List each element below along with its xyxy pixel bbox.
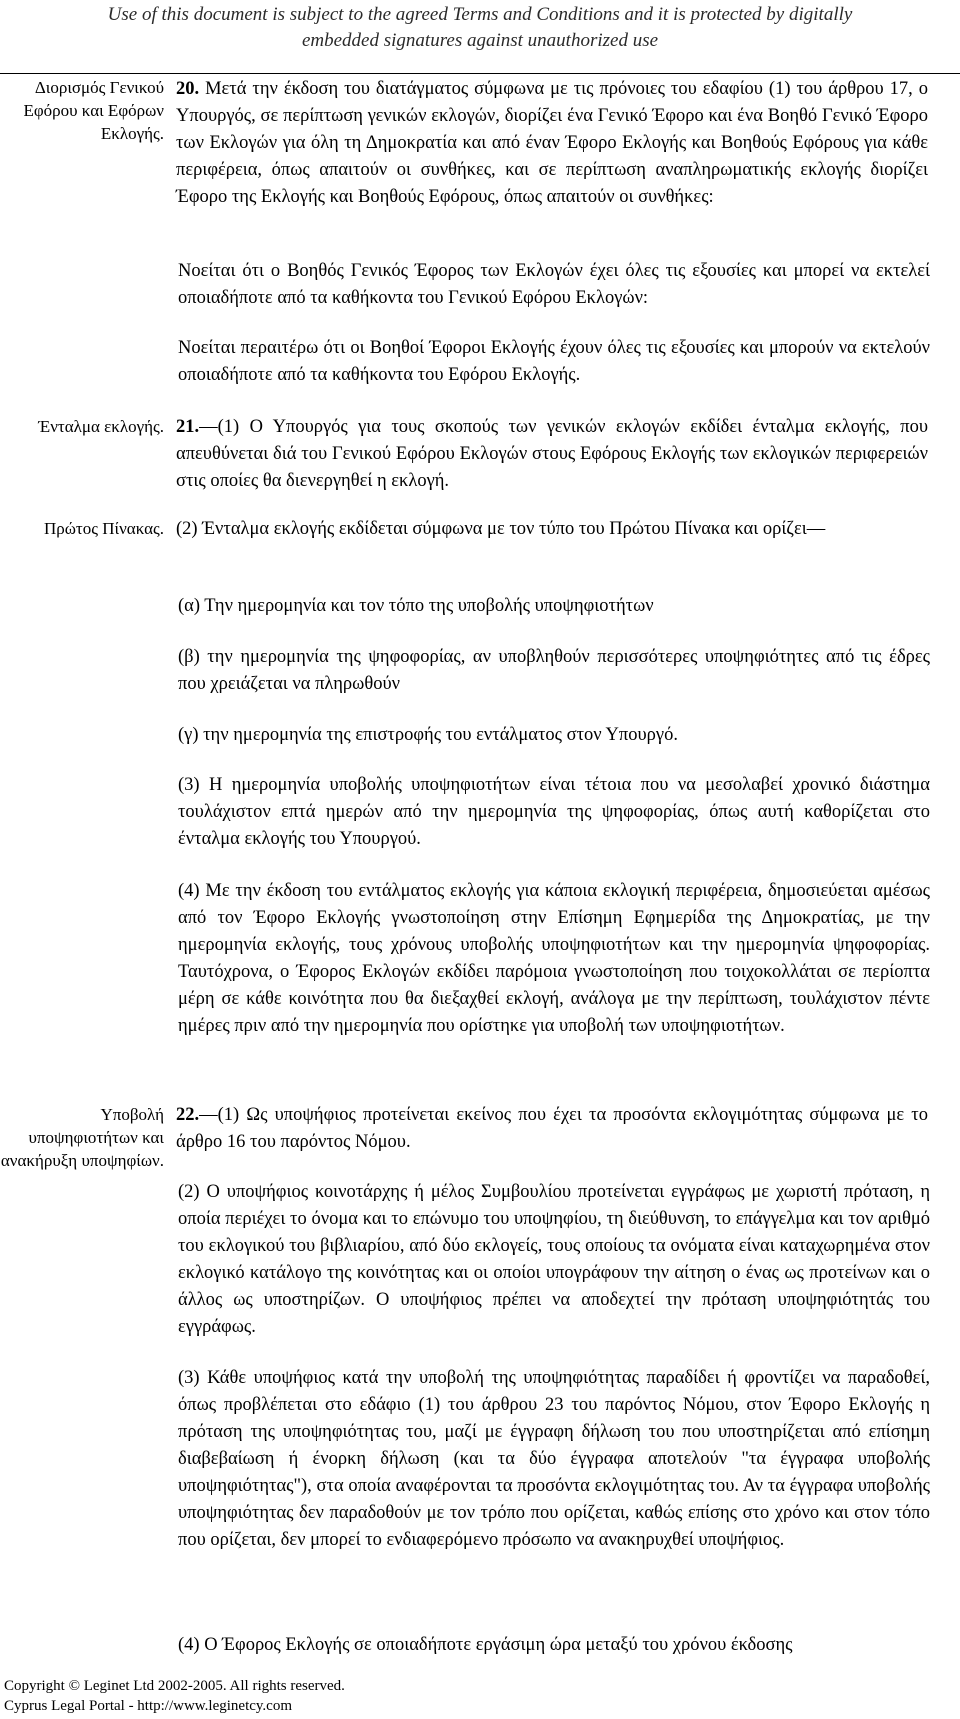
section-20-text	[176, 76, 928, 211]
protection-notice-line2: embedded signatures against unauthorized use	[301, 30, 659, 51]
section-21-number: 21.	[176, 417, 200, 437]
section-22-number: 22.	[176, 1105, 200, 1125]
margin-note-appointment: Διορισμός Γενικού Εφόρου και Εφόρων Εκλογής.	[23, 78, 164, 143]
section-21-subsection-1-text: —(1) Ο Υπουργός για τους σκοπούς των γενικών εκλογών εκδίδει ένταλμα εκλογής, που απευθύνεται διά του Γενικού Εφόρου Εκλογών στους Εφόρους Εκλογής των εκλογικών περιφερειών στις οποίες θα διενεργηθεί η εκλογή.	[176, 417, 928, 491]
copyright-line: Copyright © Leginet Ltd 2002-2005. All rights reserved.	[4, 1678, 345, 1694]
section-20-number: 20.	[176, 79, 200, 99]
section-22-subsection-1	[176, 1102, 928, 1156]
section-20-proviso-1: Νοείται ότι ο Βοηθός Γενικός Έφορος των Εκλογών έχει όλες τις εξουσίες και μπορεί να εκτελεί οποιαδήποτε από τα καθήκοντα του Γενικού Εφόρου Εκλογών:	[178, 261, 930, 308]
section-21-item-a: (α) Την ημερομηνία και τον τόπο της υποβολής υποψηφιοτήτων	[178, 596, 654, 616]
section-21-subsection-4: (4) Με την έκδοση του εντάλματος εκλογής για κάποια εκλογική περιφέρεια, δημοσιεύεται αμέσως από τον Έφορο Εκλογής γνωστοποίηση στην Επίσημη Εφημερίδα της Δημοκρατίας, με την ημερομηνία εκλογής, τους χρόνους υποβολής υποψηφιοτήτων και την ημερομηνία ψηφοφορίας. Ταυτόχρονα, ο Έφορος Εκλογών εκδίδει παρόμοια γνωστοποίηση που τοιχοκολλάται σε περίοπτα μέρη σε κάθε κοινότητα που θα διεξαχθεί εκλογή, ανάλογα με την περίπτωση, τουλάχιστον πέντε ημέρες πριν από την ημερομηνία που ορίστηκε για υποβολή των υποψηφιοτήτων.	[178, 881, 930, 1036]
margin-note-first-schedule: Πρώτος Πίνακας.	[43, 519, 164, 538]
section-20-body: Μετά την έκδοση του διατάγματος σύμφωνα με τις πρόνοιες του εδαφίου (1) του άρθρου 17, ο Υπουργός, σε περίπτωση γενικών εκλογών, διορίζει ένα Γενικό Έφορο και ένα Βοηθό Γενικό Έφορο των Εκλογών για όλη τη Δημοκρατία και από έναν Έφορο Εκλογής και Βοηθούς Εφόρους για κάθε περιφέρεια, όπως απαιτούν οι συνθήκες, και σε περίπτωση αναπληρωματικής εκλογής διορίζει Έφορο της Εκλογής και Βοηθούς Εφόρους, όπως απαιτούν οι συνθήκες:	[176, 79, 928, 207]
section-21-subsection-3: (3) Η ημερομηνία υποβολής υποψηφιοτήτων είναι τέτοια που να μεσολαβεί χρονικό διάστημα τουλάχιστον επτά ημερών από την ημερομηνία της ψηφοφορίας, όπως αυτή καθορίζεται στο ένταλμα εκλογής του Υπουργού.	[178, 775, 930, 849]
section-22-subsection-4: (4) Ο Έφορος Εκλογής σε οποιαδήποτε εργάσιμη ώρα μεταξύ του χρόνου έκδοσης	[178, 1635, 793, 1655]
section-21-subsection-1	[176, 414, 928, 495]
portal-line: Cyprus Legal Portal - http://www.leginetcy.com	[4, 1698, 292, 1714]
copyright-footer	[4, 1676, 604, 1716]
section-21-item-b: (β) την ημερομηνία της ψηφοφορίας, αν υποβληθούν περισσότερες υποψηφιότητες από τις έδρες που χρειάζεται να πληρωθούν	[178, 647, 930, 694]
protection-notice	[0, 0, 960, 70]
margin-note-warrant: Ένταλμα εκλογής.	[38, 417, 164, 436]
section-22-subsection-1-text: —(1) Ως υποψήφιος προτείνεται εκείνος που έχει τα προσόντα εκλογιμότητας σύμφωνα με το άρθρο 16 του παρόντος Νόμου.	[176, 1105, 928, 1152]
margin-note-nomination: Υποβολή υποψηφιοτήτων και ανακήρυξη υποψηφίων.	[0, 1105, 164, 1170]
section-22-subsection-2: (2) Ο υποψήφιος κοινοτάρχης ή μέλος Συμβουλίου προτείνεται εγγράφως με χωριστή πρόταση, η οποία περιέχει το όνομα και το επώνυμο του υποψηφίου, τη διεύθυνση, το επάγγελμα και τον αριθμό του εκλογικού του βιβλιαρίου, από δύο εκλογείς, τους οποίους τα ονόματα είναι καταχωρημένα στον εκλογικό κατάλογο της κοινότητας και οι οποίοι υπογράφουν την αίτηση ο ένας ως προτείνων και ο άλλος ως υποστηρίζων. Ο υποψήφιος πρέπει να αποδεχτεί την πρόταση υποψηφιότητάς του εγγράφως.	[178, 1182, 930, 1337]
section-20-proviso-2: Νοείται περαιτέρω ότι οι Βοηθοί Έφοροι Εκλογής έχουν όλες τις εξουσίες και μπορούν να εκτελούν οποιαδήποτε από τα καθήκοντα του Εφόρου Εκλογής.	[178, 338, 930, 385]
section-22-subsection-3: (3) Κάθε υποψήφιος κατά την υποβολή της υποψηφιότητας παραδίδει ή φροντίζει να παραδοθεί, όπως προβλέπεται στο εδάφιο (1) του άρθρου 23 του παρόντος Νόμου, στον Έφορο Εκλογής η πρόταση της υποψηφιότητας του, μαζί με έγγραφη δήλωση του που υποστηρίζεται από επίσημη διαβεβαίωση ή ένορκη δήλωση (και τα δύο έγγραφα αποτελούν "τα έγγραφα υποβολής υποψηφιότητας"), στα οποία αναφέρονται τα προσόντα εκλογιμότητας του. Αν τα έγγραφα υποβολής υποψηφιότητας δεν παραδοθούν με τον τρόπο που ορίζεται, καθώς επίσης στο χρόνο και στον τόπο που ορίζεται, δεν μπορεί το ενδιαφερόμενο πρόσωπο να ανακηρυχθεί υποψήφιος.	[178, 1368, 930, 1550]
section-21-subsection-2: (2) Ένταλμα εκλογής εκδίδεται σύμφωνα με τον τύπο του Πρώτου Πίνακα και ορίζει—	[176, 519, 826, 539]
section-21-item-c: (γ) την ημερομηνία της επιστροφής του εντάλματος στον Υπουργό.	[178, 725, 678, 745]
protection-notice-line1: Use of this document is subject to the agreed Terms and Conditions and it is protected by digitally	[107, 4, 853, 25]
header-divider	[0, 73, 960, 74]
